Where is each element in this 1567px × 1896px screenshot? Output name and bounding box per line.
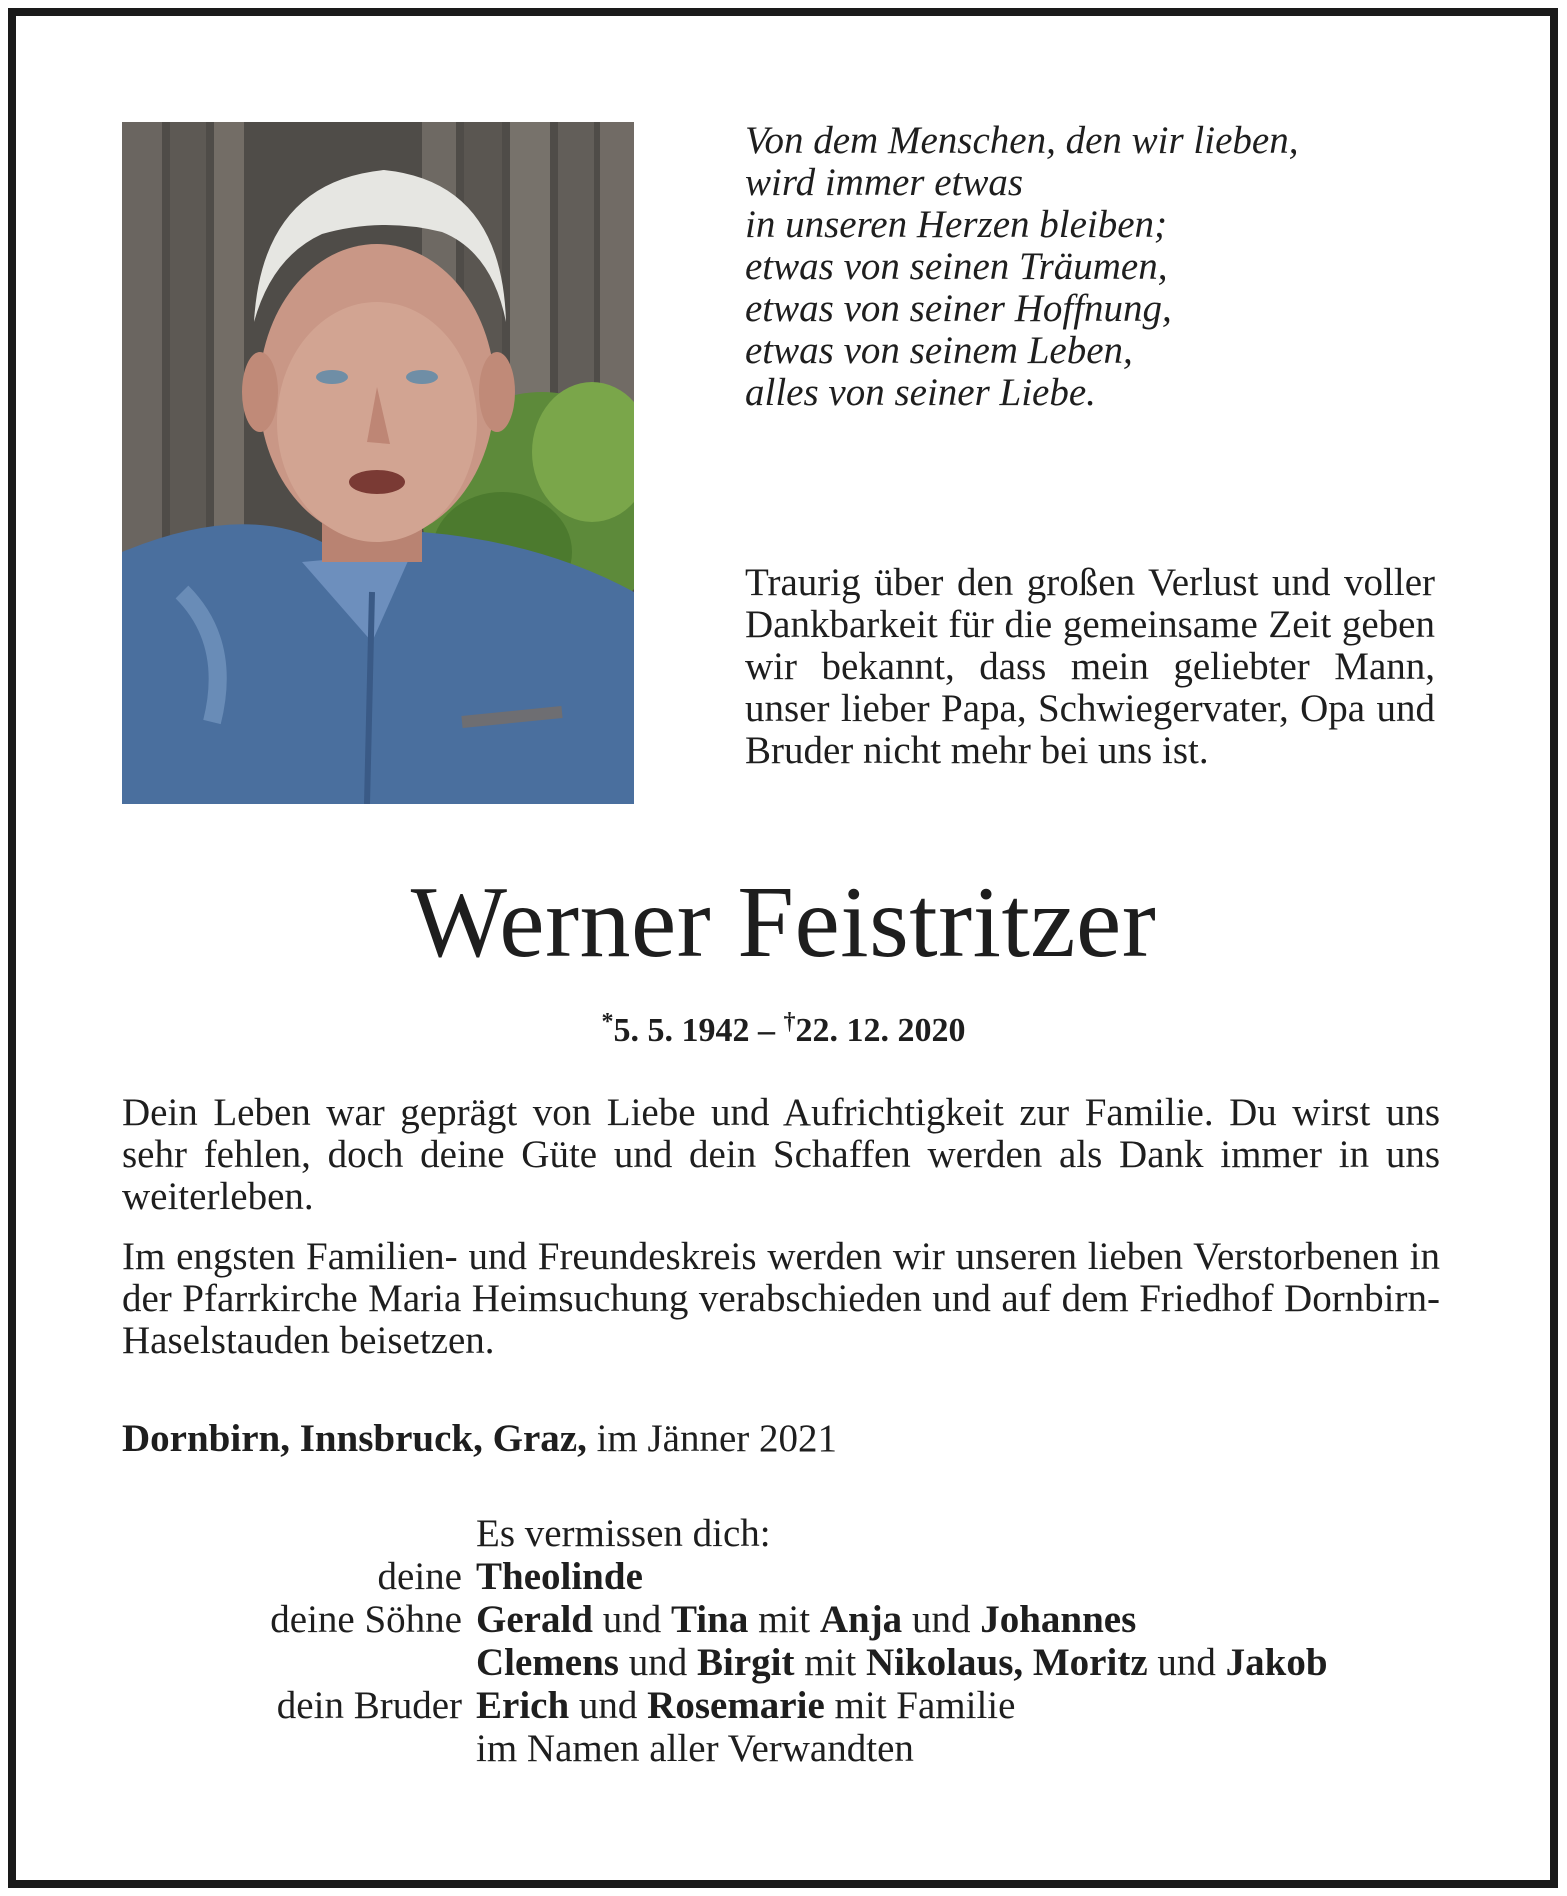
mourner-connector: und — [592, 1598, 671, 1641]
mourner-connector: und — [902, 1598, 981, 1641]
mourner-connector: und — [618, 1641, 697, 1684]
place-cities: Dornbirn, Innsbruck, Graz, — [122, 1417, 587, 1460]
announcement-text: Traurig über den großen Verlust und voller Dankbarkeit für die gemeinsame Zeit geben wir bekannt, dass mein geliebter Mann, unser lieber Papa, Schwiegervater, Opa und Bruder nicht mehr bei uns ist. — [745, 561, 1435, 772]
poem-line: alles von seiner Liebe. — [745, 371, 1096, 414]
mourner-name: Clemens — [476, 1641, 619, 1684]
poem-line: wird immer etwas — [745, 161, 1024, 204]
mourner-connector: mit — [794, 1641, 866, 1684]
mourner-name: Johannes — [980, 1598, 1137, 1641]
mourner-name: Theolinde — [476, 1555, 643, 1598]
relation-label: dein Bruder — [276, 1684, 462, 1727]
mourner-name: Jakob — [1225, 1641, 1328, 1684]
mourner-name: Rosemarie — [647, 1684, 825, 1727]
mourner-names — [476, 1641, 1452, 1684]
relation-label — [122, 1727, 476, 1770]
poem-line: in unseren Herzen bleiben; — [745, 203, 1168, 246]
mourner-names — [476, 1598, 1452, 1641]
place-month: im Jänner 2021 — [586, 1417, 838, 1460]
relation-label — [122, 1641, 476, 1684]
death-date: 22. 12. 2020 — [795, 1012, 966, 1049]
mourner-name: Birgit — [696, 1641, 795, 1684]
mourner-connector: mit — [748, 1598, 820, 1641]
date-separator: – — [749, 1012, 784, 1049]
mourner-name: Gerald — [476, 1598, 593, 1641]
mourner-row — [122, 1598, 1452, 1641]
poem-line: etwas von seiner Hoffnung, — [745, 287, 1172, 330]
mourner-names — [476, 1555, 1452, 1598]
deceased-name: Werner Feistritzer — [410, 866, 1157, 979]
mourner-row — [122, 1641, 1452, 1684]
poem-line: etwas von seinem Leben, — [745, 329, 1133, 372]
portrait-image — [122, 122, 634, 804]
relation-label: deine — [377, 1555, 462, 1598]
mourners-intro: Es vermissen dich: — [476, 1512, 771, 1555]
mourner-row — [122, 1727, 1452, 1770]
mourners-intro-row — [122, 1512, 1452, 1555]
tribute-paragraph: Dein Leben war geprägt von Liebe und Aufrichtigkeit zur Familie. Du wirst uns sehr fehlen, doch deine Güte und dein Schaffen werden als Dank immer in uns weiterleben. — [122, 1091, 1440, 1218]
poem-line: Von dem Menschen, den wir lieben, — [745, 119, 1299, 162]
relation-label — [122, 1512, 476, 1555]
mourner-names — [476, 1727, 1452, 1770]
mourner-name: Nikolaus, Moritz — [865, 1641, 1148, 1684]
mourner-connector: im Namen aller Verwandten — [476, 1727, 914, 1770]
mourner-row — [122, 1555, 1452, 1598]
mourner-names — [476, 1684, 1452, 1727]
mourner-connector: mit Familie — [824, 1684, 1016, 1727]
portrait-photo — [122, 122, 634, 804]
mourner-name: Tina — [670, 1598, 749, 1641]
birth-date: 5. 5. 1942 — [613, 1012, 750, 1049]
life-dates — [0, 1002, 1567, 1051]
mourner-row — [122, 1684, 1452, 1727]
birth-symbol: * — [601, 1009, 614, 1035]
mourner-connector: und — [1147, 1641, 1226, 1684]
poem-line: etwas von seinen Träumen, — [745, 245, 1168, 288]
funeral-paragraph: Im engsten Familien- und Freundeskreis werden wir unseren lieben Verstorbenen in der Pfarrkirche Maria Heimsuchung verabschieden und auf dem Friedhof Dornbirn-Haselstauden beisetzen. — [122, 1235, 1440, 1362]
mourner-name: Anja — [819, 1598, 903, 1641]
mourner-connector: und — [569, 1684, 648, 1727]
mourner-rows — [122, 1555, 1452, 1770]
poem — [745, 120, 1465, 414]
mourner-name: Erich — [476, 1684, 570, 1727]
mourners-list — [122, 1512, 1452, 1770]
death-symbol: † — [783, 1009, 796, 1035]
relation-label: deine Söhne — [270, 1598, 462, 1641]
place-date — [122, 1418, 1122, 1460]
